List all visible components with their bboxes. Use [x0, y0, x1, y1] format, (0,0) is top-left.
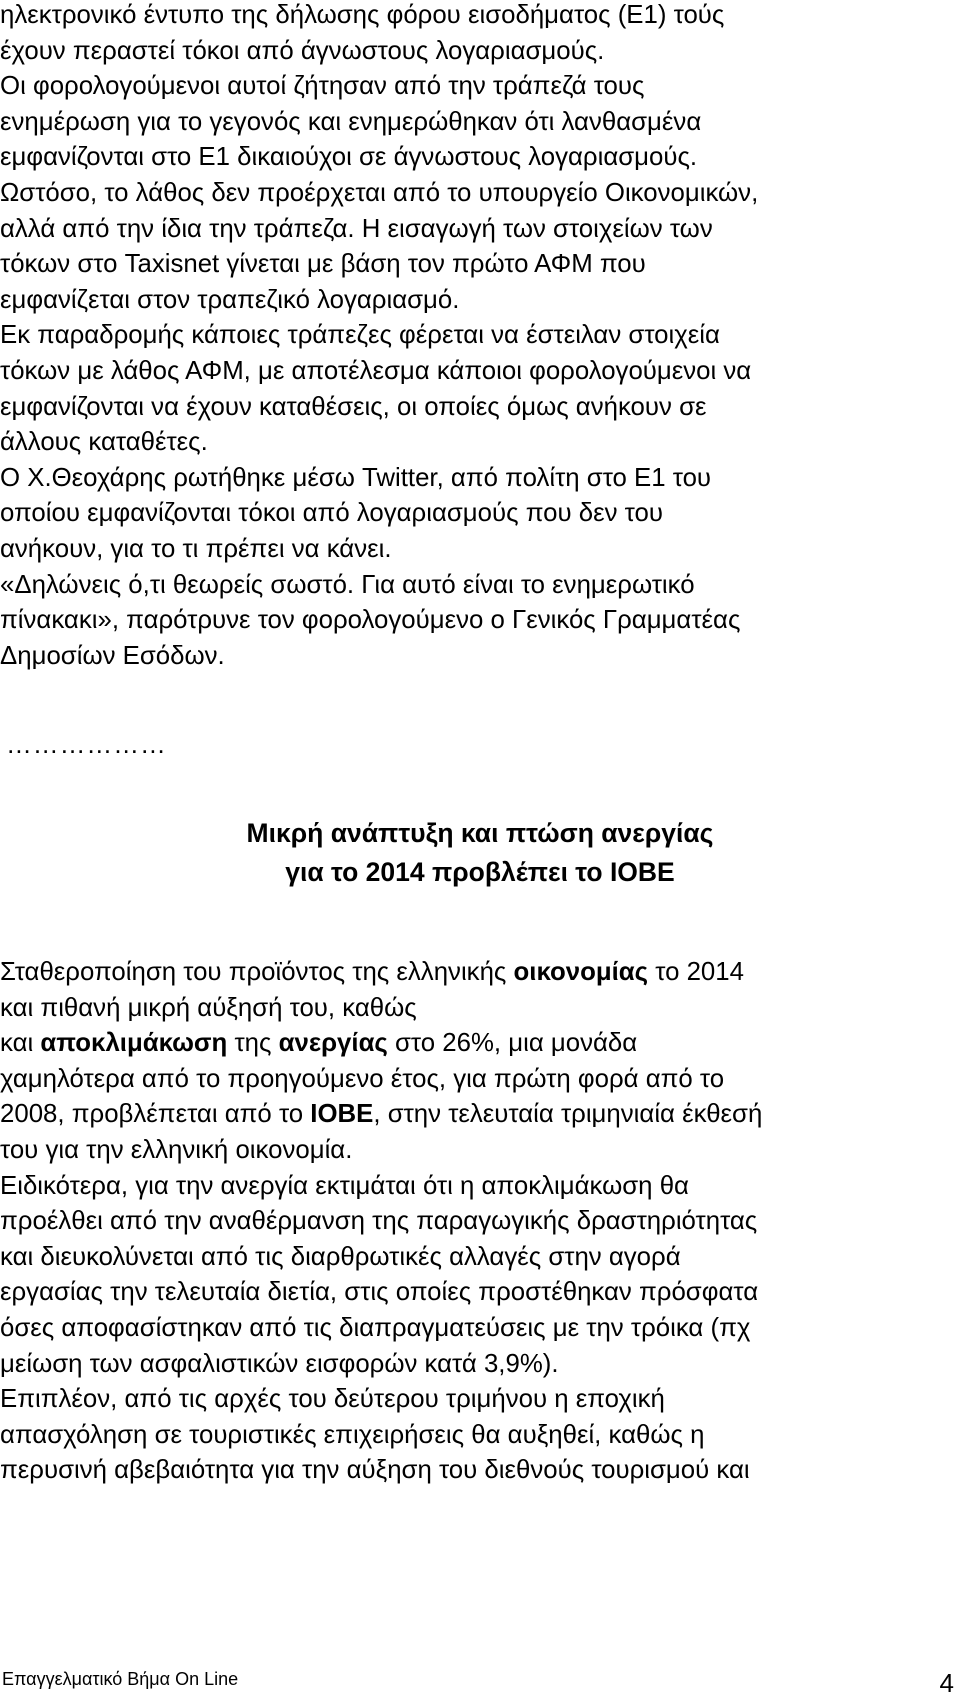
text-line: Ωστόσο, το λάθος δεν προέρχεται από το υπουργείο Οικονομικών,	[0, 178, 759, 207]
section-separator: ………………	[6, 731, 167, 759]
text-line: εμφανίζεται στον τραπεζικό λογαριασμό.	[0, 285, 460, 314]
text-line: και αποκλιμάκωση της ανεργίας στο 26%, μια μονάδα	[0, 1029, 638, 1058]
text-line: του για την ελληνική οικονομία.	[0, 1135, 353, 1164]
article-heading-line-2: για το 2014 προβλέπει το ΙΟΒΕ	[285, 857, 675, 887]
text-line: προέλθει από την αναθέρμανση της παραγωγικής δραστηριότητας	[0, 1207, 758, 1236]
text-line: και διευκολύνεται από τις διαρθρωτικές αλλαγές στην αγορά	[0, 1242, 681, 1271]
text-line: Σταθεροποίηση του προϊόντος της ελληνικής οικονομίας το 2014	[0, 958, 744, 986]
footer-site-name: Επαγγελματικό Βήμα On Line	[2, 1669, 239, 1689]
text-line: 2008, προβλέπεται από το ΙΟΒΕ, στην τελευταία τριμηνιαία έκθεσή	[0, 1100, 763, 1129]
text-line: Ο Χ.Θεοχάρης ρωτήθηκε μέσω Twitter, από πολίτη στο Ε1 του	[0, 463, 712, 492]
text-line: «Δηλώνεις ό,τι θεωρείς σωστό. Για αυτό είναι το ενημερωτικό	[0, 570, 695, 599]
page-number: 4	[939, 1668, 954, 1698]
keyword-bold: ανεργίας	[278, 1029, 388, 1058]
text-line: εμφανίζονται στο Ε1 δικαιούχοι σε άγνωστους λογαριασμούς.	[0, 143, 698, 172]
text-line: αλλά από την ίδια την τράπεζα. Η εισαγωγή των στοιχείων των	[0, 214, 713, 243]
text-line: πίνακακι», παρότρυνε τον φορολογούμενο ο Γενικός Γραμματέας	[0, 606, 741, 635]
text-line: έχουν περαστεί τόκοι από άγνωστους λογαριασμούς.	[0, 36, 605, 65]
text-line: τόκων στο Taxisnet γίνεται με βάση τον πρώτο ΑΦΜ που	[0, 250, 646, 279]
text-line: Εκ παραδρομής κάποιες τράπεζες φέρεται να έστειλαν στοιχεία	[0, 321, 720, 350]
text-line: Ειδικότερα, για την ανεργία εκτιμάται ότι η αποκλιμάκωση θα	[0, 1171, 689, 1200]
text-line: τόκων με λάθος ΑΦΜ, με αποτέλεσμα κάποιοι φορολογούμενοι να	[0, 356, 752, 385]
article-heading-line-1: Μικρή ανάπτυξη και πτώση ανεργίας	[246, 818, 714, 848]
text-line: όσες αποφασίστηκαν από τις διαπραγματεύσεις με την τρόικα (πχ	[0, 1313, 751, 1342]
text-line: εργασίας την τελευταία διετία, στις οποίες προστέθηκαν πρόσφατα	[0, 1278, 759, 1307]
text-line: ηλεκτρονικό έντυπο της δήλωσης φόρου εισοδήματος (Ε1) τούς	[0, 1, 725, 29]
text-line: οποίου εμφανίζονται τόκοι από λογαριασμούς που δεν του	[0, 499, 663, 528]
text-line: άλλους καταθέτες.	[0, 428, 208, 457]
text-line: και πιθανή μικρή αύξησή του, καθώς	[0, 993, 417, 1022]
article-body	[0, 955, 900, 1489]
text-line: Οι φορολογούμενοι αυτοί ζήτησαν από την τράπεζά τους	[0, 72, 645, 101]
text-line: απασχόληση σε τουριστικές επιχειρήσεις θα αυξηθεί, καθώς η	[0, 1420, 705, 1449]
text-line: περυσινή αβεβαιότητα για την αύξηση του διεθνούς τουρισμού και	[0, 1456, 750, 1485]
text-line: Επιπλέον, από τις αρχές του δεύτερου τριμήνου η εποχική	[0, 1385, 665, 1414]
keyword-bold: ΙΟΒΕ	[310, 1100, 374, 1129]
text-line: ανήκουν, για το τι πρέπει να κάνει.	[0, 534, 392, 563]
keyword-bold: αποκλιμάκωση	[40, 1029, 228, 1058]
text-line: ενημέρωση για το γεγονός και ενημερώθηκαν ότι λανθασμένα	[0, 107, 702, 136]
text-line: Δημοσίων Εσόδων.	[0, 641, 225, 670]
intro-text	[0, 0, 900, 674]
text-line: χαμηλότερα από το προηγούμενο έτος, για πρώτη φορά από το	[0, 1064, 725, 1093]
text-line: μείωση των ασφαλιστικών εισφορών κατά 3,9%).	[0, 1349, 559, 1378]
keyword-bold: οικονομίας	[513, 958, 649, 986]
text-line: εμφανίζονται να έχουν καταθέσεις, οι οποίες όμως ανήκουν σε	[0, 392, 707, 421]
